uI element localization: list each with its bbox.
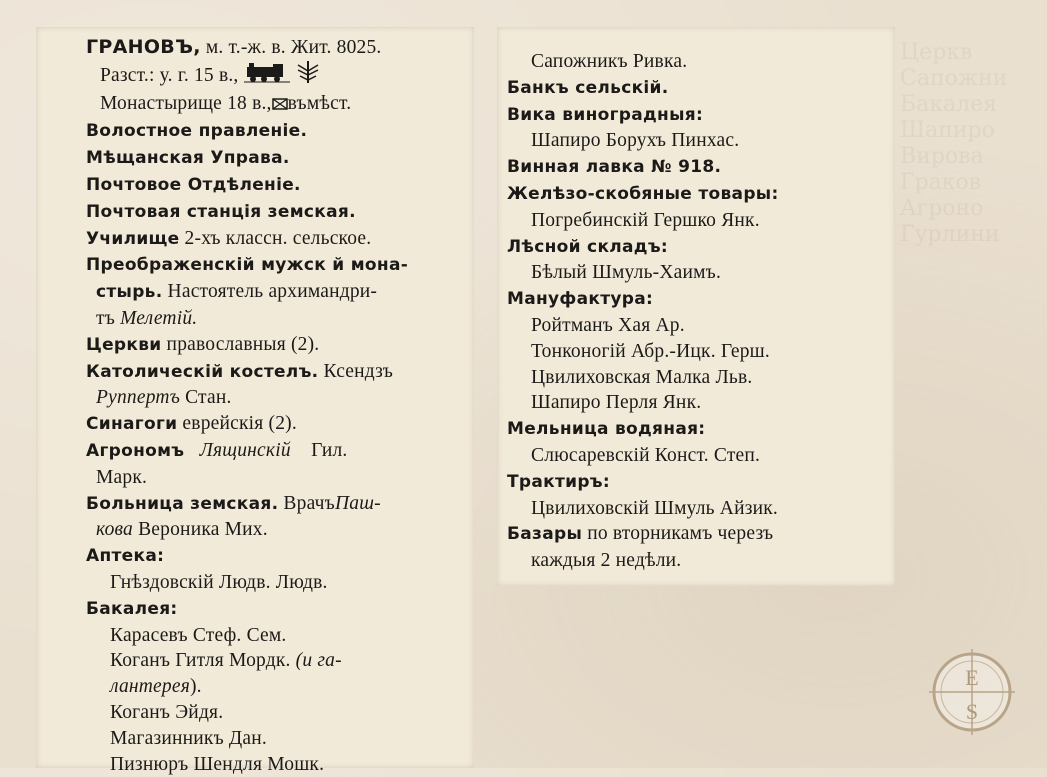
list-item: Погребинскій Гершко Янк. [531, 209, 760, 231]
list-item: Коганъ Гитля Мордк. (и га- [110, 650, 342, 672]
list-item: Ройтманъ Хая Ар. [531, 314, 685, 336]
seal-letter-e: E [965, 665, 979, 690]
list-item: Пизнюръ Шендля Мошк. [110, 753, 325, 775]
post-office-entry: Почтовое Отдѣленіе. [86, 174, 301, 195]
bazaars-entry: Базары по вторникамъ черезъ каждыя 2 недѣли. [507, 523, 774, 572]
meshch-entry: Мѣщанская Управа. [86, 148, 290, 169]
wine-shop-entry: Винная лавка № 918. [507, 157, 722, 178]
textiles-heading: Мануфактура: [507, 289, 654, 310]
town-name: ГРАНОВЪ, [86, 36, 201, 58]
hospital-entry: Больница земская. ВрачъПaш- кова Вероника Мих. [86, 492, 381, 541]
list-item: Карасевъ Стеф. Сем. [110, 624, 287, 646]
volost-entry: Волостное правленіе. [86, 121, 308, 142]
monastyrishche-line: Монастырище 18 в., въмѣст. [86, 91, 464, 119]
list-item: Сапожникъ Ривка. [531, 51, 688, 72]
railway-station-icon [244, 63, 290, 91]
hardware-heading: Желѣзо-скобяные товары: [507, 183, 779, 204]
post-icon [272, 93, 288, 119]
churches-entry: Церкви православныя (2). [86, 333, 320, 355]
list-item: Цвилиховскій Шмуль Айзик. [531, 497, 779, 519]
telegraph-icon [295, 61, 321, 91]
list-item: Слюсаревскій Конст. Степ. [531, 444, 761, 466]
town-header [86, 35, 464, 61]
pharmacy-heading: Аптека: [86, 546, 165, 567]
grocery-heading: Бакалея: [86, 598, 178, 619]
tavern-heading: Трактиръ: [507, 471, 610, 492]
synagogues-entry: Синагоги еврейскія (2). [86, 413, 297, 435]
timber-heading: Лѣсной складъ: [507, 236, 669, 257]
list-item: Коганъ Эйдя. [110, 701, 224, 723]
vika-heading: Вика виноградныя: [507, 104, 704, 125]
list-item: Тонконогій Абр.-Ицк. Герш. [531, 340, 770, 362]
list-item: Шапиро Борухъ Пинхас. [531, 130, 740, 152]
seal-letter-s: S [965, 699, 979, 724]
distance-line: Разст.: у. г. 15 в., [86, 61, 464, 91]
list-item: лантерея). [110, 676, 202, 698]
bank-entry: Банкъ сельскій. [507, 77, 669, 98]
background-ghost-text: Церкв Сапожни Бакалея Шапиро Вирова Граков Агроно Гурлини [900, 40, 1008, 247]
list-item: Магазинникъ Дан. [110, 727, 267, 749]
list-item: Бѣлый Шмуль-Хаимъ. [531, 262, 722, 284]
school-entry: Училище 2-хъ классн. сельское. [86, 227, 372, 249]
list-item: Шапиро Перля Янк. [531, 392, 702, 414]
catholic-church-entry: Католическій костелъ. Ксендзъ Руппертъ Стан. [86, 360, 393, 409]
list-item: Цвилиховская Малка Льв. [531, 366, 753, 388]
list-item: Гнѣздовскій Людв. Людв. [110, 571, 328, 593]
town-info: м. т.-ж. в. Жит. 8025. [200, 37, 382, 58]
watermark-seal [929, 649, 1015, 735]
right-column [497, 27, 895, 586]
agronomist-entry: Агрономъ Лящинскій Гил. Марк. [86, 439, 348, 488]
left-column [36, 27, 474, 775]
mill-heading: Мельница водяная: [507, 419, 706, 440]
monastery-entry: Преображенскій мужск й мона- стырь. Настоятель архимандри- тъ Мелетій. [86, 255, 409, 329]
post-station-entry: Почтовая станція земская. [86, 201, 356, 222]
